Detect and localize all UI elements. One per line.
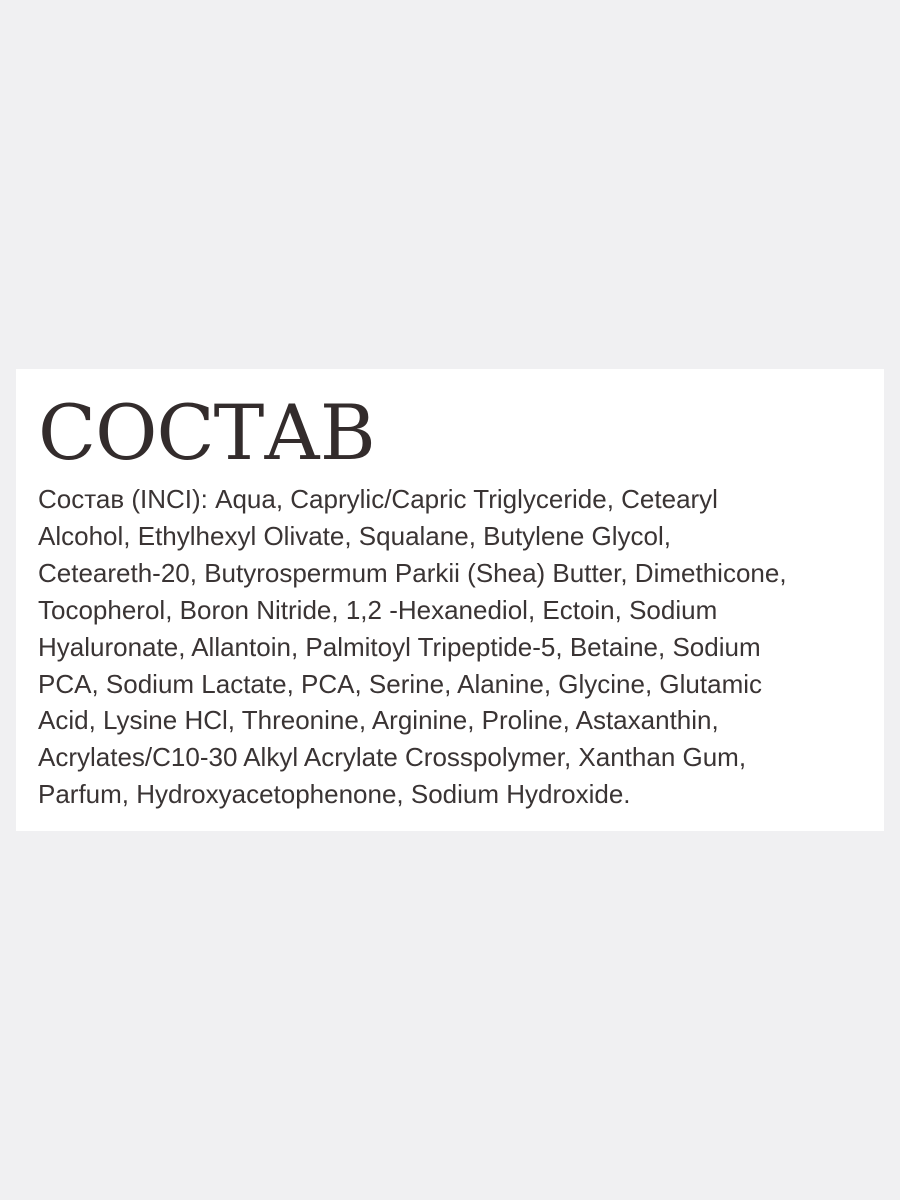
ingredients-line-5: Hyaluronate, Allantoin, Palmitoyl Tripeptide-5, Betaine, Sodium: [38, 631, 761, 662]
composition-card: [16, 369, 884, 831]
ingredients-line-7: Acid, Lysine HCl, Threonine, Arginine, Proline, Astaxanthin,: [38, 705, 719, 736]
ingredients-line-2: Alcohol, Ethylhexyl Olivate, Squalane, Butylene Glycol,: [38, 520, 672, 551]
ingredients-line-1: Состав (INCI): Aqua, Caprylic/Capric Triglyceride, Cetearyl: [38, 484, 718, 514]
ingredients-text: [38, 481, 862, 813]
ingredients-line-9: Parfum, Hydroxyacetophenone, Sodium Hydroxide.: [38, 779, 631, 810]
ingredients-line-8: Acrylates/C10-30 Alkyl Acrylate Crosspolymer, Xanthan Gum,: [38, 742, 747, 773]
composition-title: СОСТАВ: [38, 388, 375, 477]
ingredients-line-6: PCA, Sodium Lactate, PCA, Serine, Alanine, Glycine, Glutamic: [38, 668, 763, 699]
ingredients-line-3: Ceteareth-20, Butyrospermum Parkii (Shea) Butter, Dimethicone,: [38, 557, 787, 588]
ingredients-line-4: Tocopherol, Boron Nitride, 1,2 -Hexanediol, Ectoin, Sodium: [38, 594, 718, 625]
